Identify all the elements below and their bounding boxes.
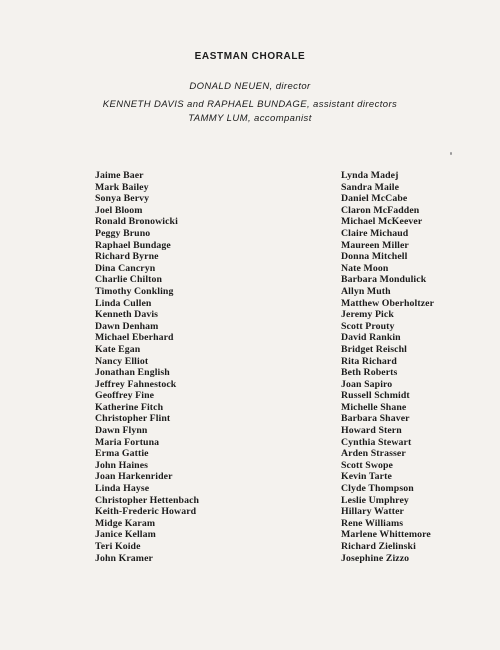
member-name: Scott Prouty — [341, 320, 395, 332]
member-name: Howard Stern — [341, 425, 402, 437]
member-name: Erma Gattie — [95, 448, 149, 460]
member-name: Joan Sapiro — [341, 378, 393, 390]
member-name: Keith-Frederic Howard — [95, 506, 197, 518]
member-name: Jeffrey Fahnestock — [95, 378, 177, 390]
member-name: Christopher Hettenbach — [95, 494, 200, 506]
member-name: Joan Harkenrider — [95, 471, 173, 483]
member-name: Christopher Flint — [95, 413, 171, 425]
member-name: Scott Swope — [341, 459, 393, 471]
member-name: Kate Egan — [95, 343, 141, 355]
member-name: Richard Byrne — [95, 251, 159, 263]
member-name: Lynda Madej — [341, 170, 399, 181]
member-name: Jonathan English — [95, 367, 170, 379]
paper-speck — [450, 152, 452, 155]
member-name: Richard Zielinski — [341, 541, 416, 552]
assistant-directors-line: KENNETH DAVIS and RAPHAEL BUNDAGE, assistant directors — [102, 99, 398, 110]
member-name: Katherine Fitch — [95, 401, 164, 413]
member-name: Arden Strasser — [341, 448, 406, 460]
member-name: Dawn Denham — [95, 320, 159, 332]
member-name: Nancy Elliot — [95, 355, 149, 367]
member-name: David Rankin — [341, 332, 401, 344]
member-name: Maria Fortuna — [95, 436, 160, 448]
accompanist-line: TAMMY LUM, accompanist — [188, 113, 312, 124]
member-name: Linda Cullen — [95, 297, 152, 309]
member-name: Daniel McCabe — [341, 193, 408, 205]
member-name: Allyn Muth — [341, 285, 391, 297]
member-name: Michael Eberhard — [95, 332, 174, 344]
member-name: Ronald Bronowicki — [95, 216, 178, 228]
member-name: Nate Moon — [341, 262, 389, 274]
member-name: Peggy Bruno — [95, 227, 151, 239]
member-name: Claire Michaud — [341, 227, 409, 239]
member-name: Barbara Mondulick — [341, 274, 427, 286]
page-title: EASTMAN CHORALE — [194, 51, 306, 62]
member-name: Cynthia Stewart — [341, 436, 412, 448]
member-name: Leslie Umphrey — [341, 494, 409, 506]
member-name: Claron McFadden — [341, 204, 420, 216]
member-name: Matthew Oberholtzer — [341, 297, 435, 309]
member-name: Rene Williams — [341, 517, 404, 529]
member-name: Josephine Zizzo — [341, 552, 410, 564]
member-name: John Haines — [95, 459, 149, 471]
member-name: Dina Cancryn — [95, 262, 156, 274]
member-name: Barbara Shaver — [341, 413, 410, 425]
member-name: Teri Koide — [95, 541, 141, 552]
member-name: Mark Bailey — [95, 181, 149, 193]
member-name: Charlie Chilton — [95, 274, 163, 286]
member-name: Linda Hayse — [95, 483, 150, 495]
member-name: Russell Schmidt — [341, 390, 410, 402]
member-name: Jaime Baer — [95, 170, 144, 181]
member-name: Beth Roberts — [341, 367, 398, 379]
member-name: Bridget Reischl — [341, 343, 407, 355]
member-list-right — [341, 170, 434, 564]
member-name: Dawn Flynn — [95, 425, 148, 437]
member-name: Clyde Thompson — [341, 483, 414, 495]
member-name: Kevin Tarte — [341, 471, 392, 483]
member-name: Jeremy Pick — [341, 309, 394, 321]
member-name: Donna Mitchell — [341, 251, 408, 263]
director-line: DONALD NEUEN, director — [189, 81, 311, 92]
member-name: Raphael Bundage — [95, 239, 171, 251]
member-name: Geoffrey Fine — [95, 390, 155, 402]
member-name: Michelle Shane — [341, 401, 407, 413]
member-name: Michael McKeever — [341, 216, 423, 228]
member-name: Marlene Whittemore — [341, 529, 431, 541]
member-name: Maureen Miller — [341, 239, 409, 251]
member-name: John Kramer — [95, 552, 153, 564]
member-name: Midge Karam — [95, 517, 156, 529]
member-name: Timothy Conkling — [95, 285, 174, 297]
member-name: Janice Kellam — [95, 529, 156, 541]
member-name: Joel Bloom — [95, 204, 143, 216]
member-name: Rita Richard — [341, 355, 397, 367]
member-name: Sonya Bervy — [95, 193, 150, 205]
member-name: Hillary Watter — [341, 506, 404, 518]
member-name: Kenneth Davis — [95, 309, 159, 321]
member-name: Sandra Maile — [341, 181, 400, 193]
member-list-left — [95, 170, 199, 564]
